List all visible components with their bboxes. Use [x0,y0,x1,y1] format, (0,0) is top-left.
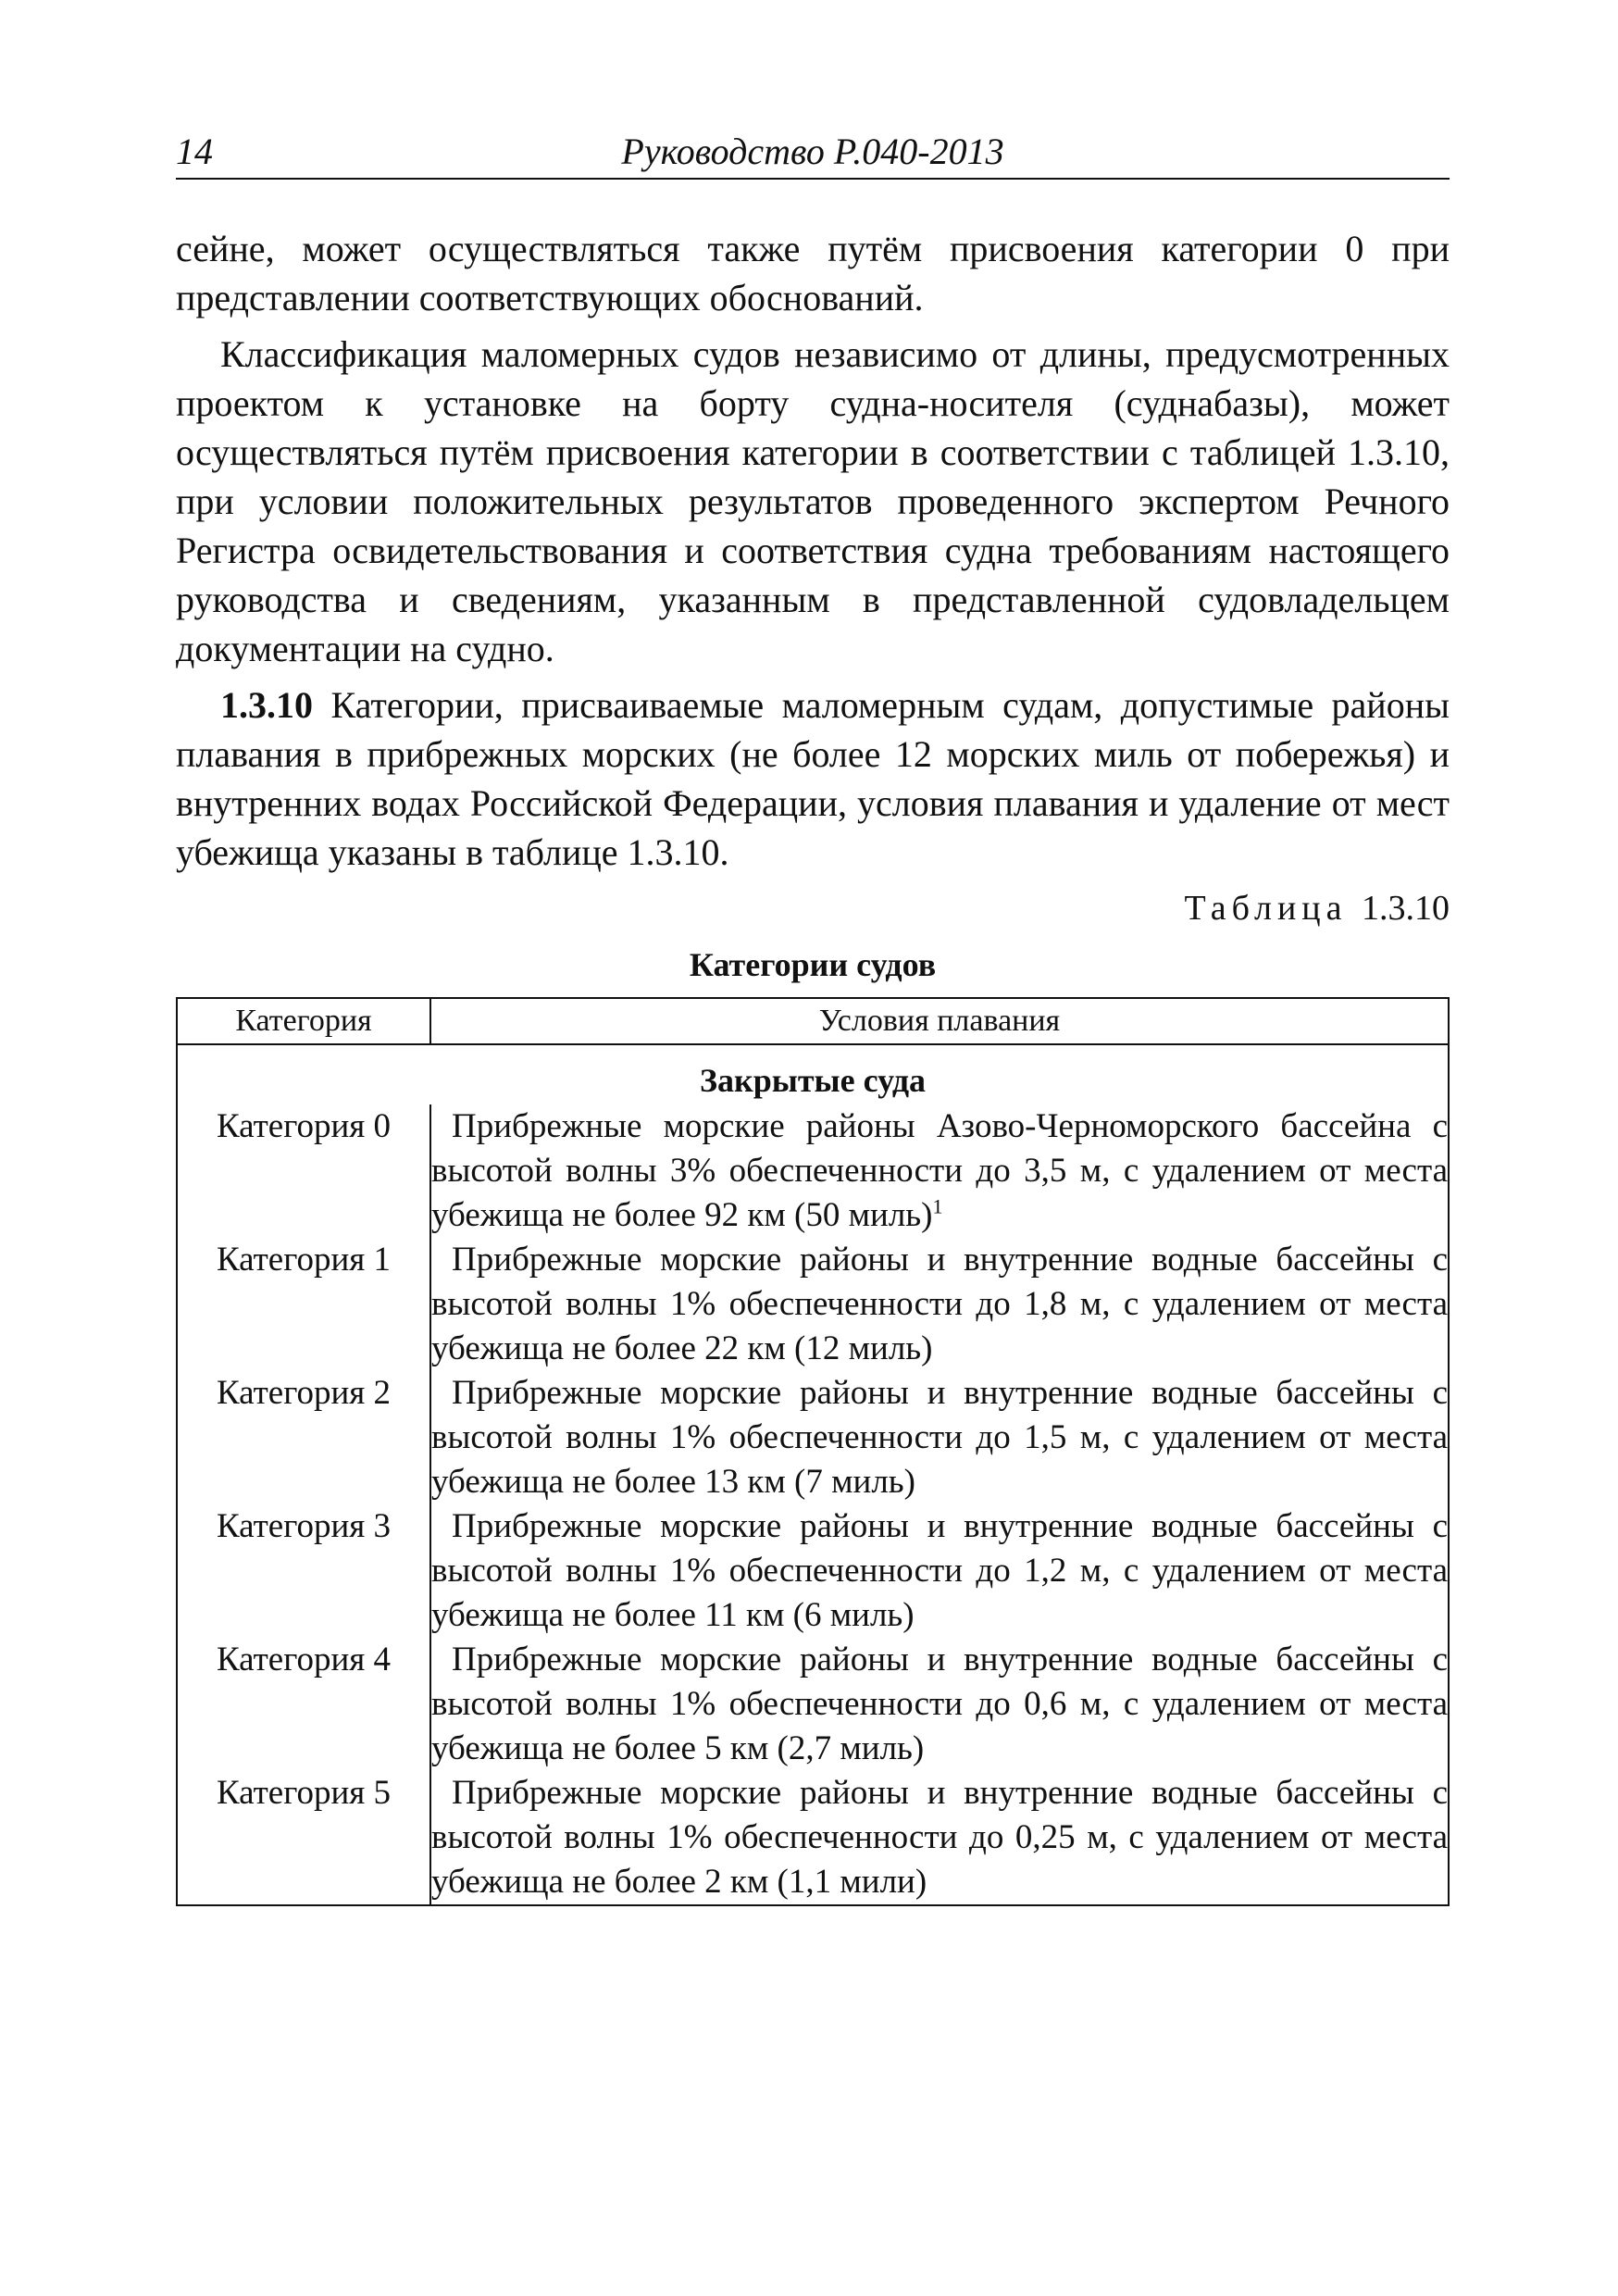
table-row [177,1771,1449,1905]
page-number: 14 [176,131,213,172]
conditions-text: Прибрежные морские районы и внутренние водные бассейны с высотой волны 1% обеспеченности до 0,6 м, с удалением от места убежища не более 5 км (2,7 миль) [431,1641,1448,1767]
conditions-text: Прибрежные морские районы и внутренние водные бассейны с высотой волны 1% обеспеченности до 1,5 м, с удалением от места убежища не более 13 км (7 миль) [431,1374,1448,1501]
table-row [177,1638,1449,1771]
table-row [177,1104,1449,1238]
conditions-text: Прибрежные морские районы и внутренние водные бассейны с высотой волны 1% обеспеченности до 1,8 м, с удалением от места убежища не более 22 км (12 миль) [431,1241,1448,1367]
running-title: Руководство Р.040-2013 [621,131,1004,172]
section-text: Категории, присваиваемые маломерным судам, допустимые районы плавания в прибрежных морских (не более 12 морских миль от побережья) и внутренних водах Российской Федерации, условия плавания и удаление от мест убежища указаны в таблице 1.3.10. [176,684,1450,873]
table-title: Категории судов [689,946,937,983]
conditions-cell [430,1771,1449,1905]
conditions-cell [430,1371,1449,1504]
conditions-cell [430,1638,1449,1771]
paragraph-continuation: сейне, может осуществляться также путём присвоения категории 0 при представлении соответствующих обоснований. [176,228,1450,318]
category-cell: Категория 3 [177,1504,430,1638]
document-body [176,224,1450,1906]
category-cell: Категория 0 [177,1104,430,1238]
category-cell: Категория 5 [177,1771,430,1905]
conditions-text: Прибрежные морские районы и внутренние водные бассейны с высотой волны 1% обеспеченности до 0,25 м, с удалением от места убежища не более 2 км (1,1 мили) [431,1774,1448,1901]
table-label-word: Таблица [1184,889,1348,928]
category-cell: Категория 2 [177,1371,430,1504]
footnote-marker: 1 [932,1194,943,1218]
conditions-cell [430,1104,1449,1238]
category-cell: Категория 1 [177,1238,430,1371]
paragraph-section-1-3-10 [176,680,1450,877]
column-header-conditions: Условия плавания [430,998,1449,1044]
categories-table [176,997,1450,1906]
table-row [177,1238,1449,1371]
conditions-text: Прибрежные морские районы и внутренние водные бассейны с высотой волны 1% обеспеченности до 1,2 м, с удалением от места убежища не более 11 км (6 миль) [431,1507,1448,1634]
table-section-row [177,1044,1449,1104]
table-section-title: Закрытые суда [177,1044,1449,1104]
section-number: 1.3.10 [220,684,313,726]
table-label-number: 1.3.10 [1362,889,1450,928]
paragraph-classification: Классификация маломерных судов независимо от длины, предусмотренных проектом к установке на борту судна-носителя (суднабазы), может осуществляться путём присвоения категории в соответствии с таблицей 1.3.10, при условии положительных результатов проведенного экспертом Речного Регистра освидетельствования и соответствия судна требованиям настоящего руководства и сведениям, указанным в представленной судовладельцем документации на судно. [176,333,1450,669]
table-row [177,1504,1449,1638]
conditions-text: Прибрежные морские районы Азово-Черноморского бассейна с высотой волны 3% обеспеченности до 3,5 м, с удалением от места убежища не более 92 км (50 миль) [431,1107,1448,1234]
table-row [177,1371,1449,1504]
column-header-category: Категория [177,998,430,1044]
conditions-cell [430,1238,1449,1371]
table-label [176,884,1450,933]
category-cell: Категория 4 [177,1638,430,1771]
conditions-cell [430,1504,1449,1638]
table-header-row [177,998,1449,1044]
page-header [176,130,1450,180]
